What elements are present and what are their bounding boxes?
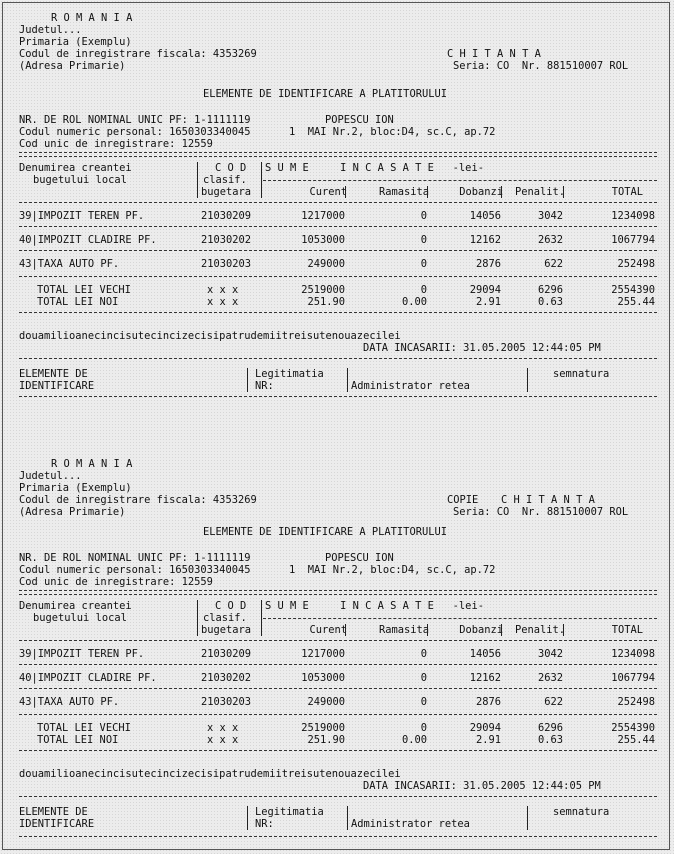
table-row-name: 40|IMPOZIT CLADIRE PF. — [19, 672, 157, 684]
country-heading: R O M A N I A — [51, 12, 133, 24]
totals-remaining: 0 — [420, 722, 427, 734]
header-separator — [261, 600, 262, 636]
table-row-total: 1234098 — [611, 210, 655, 222]
payer-role-number: NR. DE ROL NOMINAL UNIC PF: 1-1111119 — [19, 552, 251, 564]
row-rule — [19, 664, 657, 665]
footer-separator — [247, 806, 248, 830]
row-rule — [19, 836, 657, 837]
totals-current: 251.90 — [307, 734, 345, 746]
footer-signature: semnatura — [553, 806, 610, 818]
header-creditor-sub: bugetului local — [33, 174, 127, 186]
county-line: Judetul... — [19, 24, 82, 36]
amount-in-words: douamilioanecincisutecincizecisipatrudemiitreisutenouazecilei — [19, 768, 401, 780]
col-separator — [563, 186, 564, 198]
header-creditor: Denumirea creantei — [19, 162, 132, 174]
table-row-code: 21030209 — [201, 648, 252, 660]
footer-legitimation-nr: NR: — [255, 818, 274, 830]
row-rule — [19, 640, 657, 641]
table-row-code: 21030202 — [201, 234, 252, 246]
table-row-penalty: 3042 — [537, 210, 563, 222]
totals-total: 2554390 — [611, 722, 655, 734]
header-total: TOTAL — [611, 186, 643, 198]
header-code-budget: bugetara — [201, 624, 252, 636]
header-total: TOTAL — [611, 624, 643, 636]
table-row-code: 21030202 — [201, 672, 252, 684]
totals-penalty: 6296 — [537, 284, 563, 296]
row-rule — [19, 250, 657, 251]
document-title: C H I T A N T A — [447, 48, 541, 60]
header-remaining: Ramasita — [378, 624, 429, 636]
receipt-copy — [19, 458, 669, 848]
totals-penalty: 0.63 — [537, 296, 563, 308]
col-separator — [345, 186, 346, 198]
row-rule — [19, 714, 657, 715]
totals-code: x x x — [207, 296, 239, 308]
header-code-sub: clasif. — [203, 174, 247, 186]
footer-separator — [347, 368, 348, 392]
table-row-remaining: 0 — [420, 234, 427, 246]
tax-code-line: Codul de inregistrare fiscala: 4353269 — [19, 494, 257, 506]
footer-legitimation: Legitimatia — [255, 368, 324, 380]
totals-total: 255.44 — [617, 296, 655, 308]
table-row-interest: 2876 — [475, 696, 501, 708]
receipt-series: Seria: CO Nr. 881510007 ROL — [453, 60, 629, 72]
table-row-remaining: 0 — [420, 648, 427, 660]
header-sums: S U M E I N C A S A T E -lei- — [265, 162, 484, 174]
header-separator — [197, 162, 198, 198]
table-row-penalty: 2632 — [537, 672, 563, 684]
payer-role-number: NR. DE ROL NOMINAL UNIC PF: 1-1111119 — [19, 114, 251, 126]
table-row-code: 21030203 — [201, 696, 252, 708]
header-code-sub: clasif. — [203, 612, 247, 624]
row-rule — [19, 688, 657, 689]
totals-interest: 29094 — [469, 284, 501, 296]
table-row-remaining: 0 — [420, 696, 427, 708]
totals-remaining: 0 — [420, 284, 427, 296]
header-sums: S U M E I N C A S A T E -lei- — [265, 600, 484, 612]
table-row-name: 39|IMPOZIT TEREN PF. — [19, 210, 145, 222]
header-code: C O D — [215, 600, 247, 612]
municipality-line: Primaria (Exemplu) — [19, 36, 132, 48]
table-row-remaining: 0 — [420, 672, 427, 684]
totals-interest: 2.91 — [475, 296, 501, 308]
row-rule — [19, 796, 657, 797]
payer-unique-code: Cod unic de inregistrare: 12559 — [19, 576, 213, 588]
table-row-interest: 14056 — [469, 648, 501, 660]
country-heading: R O M A N I A — [51, 458, 133, 470]
header-inner-rule — [263, 618, 657, 619]
payer-cnp: Codul numeric personal: 1650303340045 — [19, 126, 251, 138]
totals-name: TOTAL LEI NOI — [37, 734, 119, 746]
col-separator — [427, 186, 428, 198]
copy-label: COPIE — [447, 494, 479, 506]
col-separator — [501, 624, 502, 636]
totals-remaining: 0.00 — [401, 296, 427, 308]
footer-legitimation: Legitimatia — [255, 806, 324, 818]
table-row-interest: 14056 — [469, 210, 501, 222]
address-line: (Adresa Primarie) — [19, 506, 126, 518]
col-separator — [501, 186, 502, 198]
col-separator — [345, 624, 346, 636]
header-creditor: Denumirea creantei — [19, 600, 132, 612]
row-rule — [19, 750, 657, 751]
totals-name: TOTAL LEI NOI — [37, 296, 119, 308]
table-row-code: 21030203 — [201, 258, 252, 270]
totals-name: TOTAL LEI VECHI — [37, 284, 131, 296]
row-rule — [19, 276, 657, 277]
payer-name: POPESCU ION — [325, 552, 394, 564]
payer-unique-code: Cod unic de inregistrare: 12559 — [19, 138, 213, 150]
row-rule — [19, 358, 657, 359]
table-row-interest: 12162 — [469, 672, 501, 684]
footer-separator — [527, 806, 528, 830]
table-row-current: 1053000 — [301, 234, 345, 246]
footer-administrator: Administrator retea — [351, 818, 470, 830]
footer-separator — [247, 368, 248, 392]
footer-legitimation-nr: NR: — [255, 380, 274, 392]
header-current: Curent — [309, 186, 347, 198]
totals-current: 251.90 — [307, 296, 345, 308]
tax-code-line: Codul de inregistrare fiscala: 4353269 — [19, 48, 257, 60]
header-code-budget: bugetara — [201, 186, 252, 198]
header-inner-rule — [263, 180, 657, 181]
totals-interest: 29094 — [469, 722, 501, 734]
header-remaining: Ramasita — [378, 186, 429, 198]
table-row-name: 40|IMPOZIT CLADIRE PF. — [19, 234, 157, 246]
table-row-name: 39|IMPOZIT TEREN PF. — [19, 648, 145, 660]
totals-total: 2554390 — [611, 284, 655, 296]
header-penalty: Penalit. — [514, 186, 565, 198]
row-rule — [19, 202, 657, 203]
col-separator — [427, 624, 428, 636]
row-rule — [19, 312, 657, 313]
row-rule — [19, 396, 657, 397]
table-row-total: 1234098 — [611, 648, 655, 660]
collection-date: DATA INCASARII: 31.05.2005 12:44:05 PM — [363, 780, 601, 792]
header-separator — [197, 600, 198, 636]
header-code: C O D — [215, 162, 247, 174]
collection-date: DATA INCASARII: 31.05.2005 12:44:05 PM — [363, 342, 601, 354]
table-row-name: 43|TAXA AUTO PF. — [19, 696, 120, 708]
header-creditor-sub: bugetului local — [33, 612, 127, 624]
table-row-current: 1217000 — [301, 648, 345, 660]
footer-separator — [347, 806, 348, 830]
footer-administrator: Administrator retea — [351, 380, 470, 392]
receipt-series: Seria: CO Nr. 881510007 ROL — [453, 506, 629, 518]
payer-address: 1 MAI Nr.2, bloc:D4, sc.C, ap.72 — [289, 126, 496, 138]
footer-id-label: ELEMENTE DE — [19, 806, 88, 818]
table-row-total: 252498 — [617, 696, 655, 708]
header-current: Curent — [309, 624, 347, 636]
payer-name: POPESCU ION — [325, 114, 394, 126]
footer-id-label-2: IDENTIFICARE — [19, 380, 95, 392]
totals-code: x x x — [207, 284, 239, 296]
table-row-total: 1067794 — [611, 234, 655, 246]
footer-separator — [527, 368, 528, 392]
double-rule — [19, 152, 657, 157]
address-line: (Adresa Primarie) — [19, 60, 126, 72]
footer-signature: semnatura — [553, 368, 610, 380]
header-separator — [261, 162, 262, 198]
totals-code: x x x — [207, 734, 239, 746]
payer-address: 1 MAI Nr.2, bloc:D4, sc.C, ap.72 — [289, 564, 496, 576]
county-line: Judetul... — [19, 470, 82, 482]
table-row-total: 1067794 — [611, 672, 655, 684]
totals-remaining: 0.00 — [401, 734, 427, 746]
document-title: C H I T A N T A — [501, 494, 595, 506]
totals-code: x x x — [207, 722, 239, 734]
table-row-current: 1217000 — [301, 210, 345, 222]
table-row-remaining: 0 — [420, 258, 427, 270]
header-interest: Dobanzi — [459, 186, 503, 198]
receipt-original — [19, 12, 669, 412]
table-row-penalty: 622 — [544, 696, 563, 708]
header-interest: Dobanzi — [459, 624, 503, 636]
table-row-remaining: 0 — [420, 210, 427, 222]
payer-cnp: Codul numeric personal: 1650303340045 — [19, 564, 251, 576]
table-row-penalty: 2632 — [537, 234, 563, 246]
totals-current: 2519000 — [301, 722, 345, 734]
col-separator — [563, 624, 564, 636]
table-row-penalty: 622 — [544, 258, 563, 270]
header-penalty: Penalit. — [514, 624, 565, 636]
table-row-current: 249000 — [307, 258, 345, 270]
double-rule — [19, 590, 657, 595]
table-row-current: 1053000 — [301, 672, 345, 684]
section-title: ELEMENTE DE IDENTIFICARE A PLATITORULUI — [203, 88, 447, 100]
table-row-code: 21030209 — [201, 210, 252, 222]
municipality-line: Primaria (Exemplu) — [19, 482, 132, 494]
footer-id-label: ELEMENTE DE — [19, 368, 88, 380]
table-row-total: 252498 — [617, 258, 655, 270]
totals-total: 255.44 — [617, 734, 655, 746]
section-title: ELEMENTE DE IDENTIFICARE A PLATITORULUI — [203, 526, 447, 538]
table-row-interest: 2876 — [475, 258, 501, 270]
totals-penalty: 0.63 — [537, 734, 563, 746]
table-row-penalty: 3042 — [537, 648, 563, 660]
totals-name: TOTAL LEI VECHI — [37, 722, 131, 734]
table-row-name: 43|TAXA AUTO PF. — [19, 258, 120, 270]
row-rule — [19, 226, 657, 227]
amount-in-words: douamilioanecincisutecincizecisipatrudemiitreisutenouazecilei — [19, 330, 401, 342]
table-row-interest: 12162 — [469, 234, 501, 246]
totals-penalty: 6296 — [537, 722, 563, 734]
totals-current: 2519000 — [301, 284, 345, 296]
totals-interest: 2.91 — [475, 734, 501, 746]
table-row-current: 249000 — [307, 696, 345, 708]
footer-id-label-2: IDENTIFICARE — [19, 818, 95, 830]
